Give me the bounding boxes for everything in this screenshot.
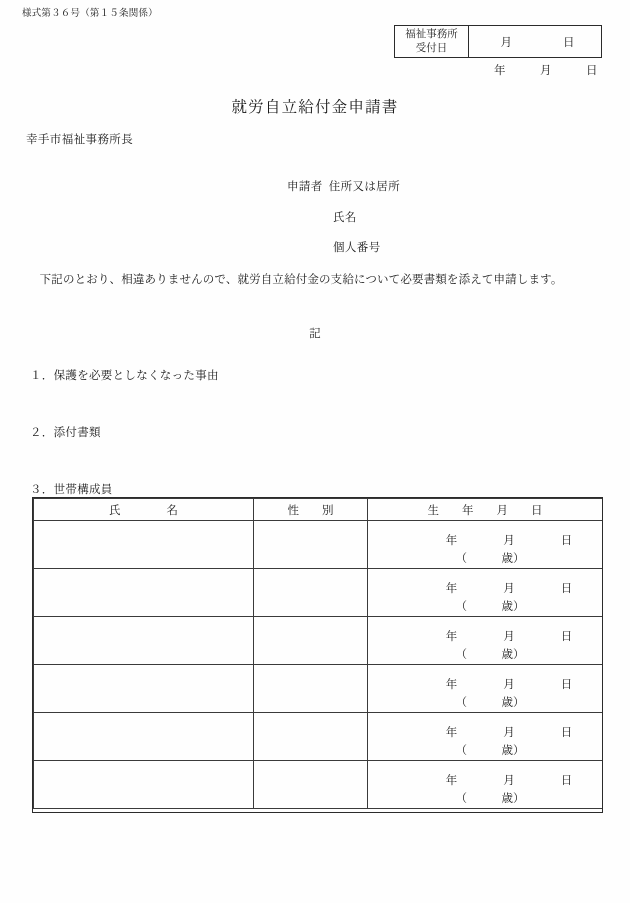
table-row bbox=[34, 617, 603, 665]
column-header-birthdate: 生 年 月 日 bbox=[368, 499, 603, 521]
cell-birthdate-age: （ 歳） bbox=[455, 551, 525, 565]
cell-name[interactable] bbox=[34, 569, 254, 617]
item-3-label: 世帯構成員 bbox=[53, 482, 113, 496]
cell-birthdate-ymd: 年 月 日 bbox=[445, 773, 573, 787]
item-2-number: ２． bbox=[30, 425, 54, 439]
household-table-head bbox=[34, 499, 603, 521]
item-1-reason bbox=[30, 370, 219, 382]
household-table-header-row bbox=[34, 499, 603, 521]
household-members-table bbox=[33, 498, 603, 809]
receipt-label-line-1: 福祉事務所 bbox=[405, 27, 458, 40]
receipt-date-box bbox=[394, 25, 602, 58]
cell-name[interactable] bbox=[34, 761, 254, 809]
cell-birthdate[interactable] bbox=[368, 665, 603, 713]
table-row bbox=[34, 521, 603, 569]
applicant-block bbox=[287, 181, 400, 254]
cell-name[interactable] bbox=[34, 665, 254, 713]
item-2-label: 添付書類 bbox=[53, 425, 101, 439]
cell-sex[interactable] bbox=[254, 617, 368, 665]
declaration-statement: 下記のとおり、相違ありませんので、就労自立給付金の支給について必要書類を添えて申請します。 bbox=[28, 272, 563, 286]
applicant-mynumber-row bbox=[287, 242, 400, 254]
item-1-number: １． bbox=[30, 368, 54, 382]
item-3-number: ３． bbox=[30, 482, 54, 496]
cell-birthdate-ymd: 年 月 日 bbox=[445, 725, 573, 739]
form-number: 様式第３６号（第１５条関係） bbox=[22, 8, 158, 19]
receipt-date-box-label bbox=[395, 26, 469, 57]
cell-birthdate[interactable] bbox=[368, 521, 603, 569]
item-3-household-members bbox=[30, 484, 113, 496]
cell-sex[interactable] bbox=[254, 713, 368, 761]
applicant-address-label: 住所又は居所 bbox=[328, 179, 401, 193]
table-row bbox=[34, 569, 603, 617]
cell-birthdate-age: （ 歳） bbox=[455, 743, 525, 757]
page-title: 就労自立給付金申請書 bbox=[231, 98, 399, 116]
column-header-sex: 性 別 bbox=[254, 499, 368, 521]
item-2-attachments bbox=[30, 427, 101, 439]
receipt-date-input-area[interactable]: 月 日 bbox=[500, 34, 576, 49]
column-header-name: 氏 名 bbox=[34, 499, 254, 521]
cell-birthdate-ymd: 年 月 日 bbox=[445, 629, 573, 643]
cell-birthdate-age: （ 歳） bbox=[455, 647, 525, 661]
cell-sex[interactable] bbox=[254, 761, 368, 809]
ki-marker: 記 bbox=[309, 326, 321, 340]
cell-sex[interactable] bbox=[254, 521, 368, 569]
cell-birthdate-ymd: 年 月 日 bbox=[445, 677, 573, 691]
table-row bbox=[34, 761, 603, 809]
table-row bbox=[34, 713, 603, 761]
application-date-line[interactable]: 年 月 日 bbox=[494, 63, 598, 77]
household-table-body bbox=[34, 521, 603, 809]
cell-birthdate[interactable] bbox=[368, 713, 603, 761]
cell-name[interactable] bbox=[34, 521, 254, 569]
applicant-name-label: 氏名 bbox=[333, 209, 357, 224]
applicant-address-row bbox=[287, 181, 400, 193]
table-row bbox=[34, 665, 603, 713]
cell-birthdate[interactable] bbox=[368, 569, 603, 617]
applicant-name-row bbox=[287, 209, 400, 224]
cell-birthdate-ymd: 年 月 日 bbox=[445, 533, 573, 547]
applicant-mynumber-label: 個人番号 bbox=[333, 240, 381, 254]
cell-name[interactable] bbox=[34, 617, 254, 665]
cell-birthdate-ymd: 年 月 日 bbox=[445, 581, 573, 595]
cell-sex[interactable] bbox=[254, 569, 368, 617]
addressee-line: 幸手市福祉事務所長 bbox=[26, 132, 134, 146]
cell-birthdate[interactable] bbox=[368, 617, 603, 665]
cell-birthdate[interactable] bbox=[368, 761, 603, 809]
cell-sex[interactable] bbox=[254, 665, 368, 713]
item-1-label: 保護を必要としなくなった事由 bbox=[53, 368, 219, 382]
cell-birthdate-age: （ 歳） bbox=[455, 695, 525, 709]
cell-name[interactable] bbox=[34, 713, 254, 761]
cell-birthdate-age: （ 歳） bbox=[455, 599, 525, 613]
applicant-prefix-label: 申請者 bbox=[287, 179, 323, 193]
cell-birthdate-age: （ 歳） bbox=[455, 791, 525, 805]
receipt-label-line-2: 受付日 bbox=[415, 41, 448, 54]
